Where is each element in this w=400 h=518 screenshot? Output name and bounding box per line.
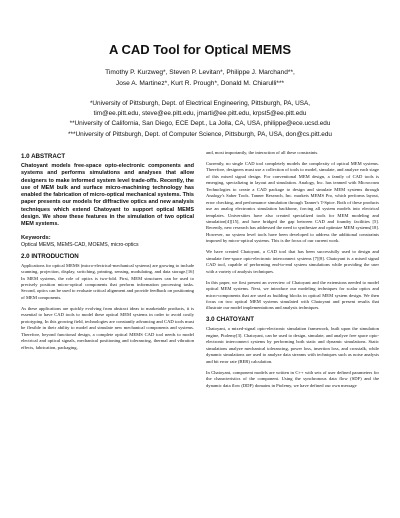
author-list [0,67,400,89]
chatoyant-paragraph-2: In Chatoyant, component models are written in C++ with sets of user defined parameters for the characteristics of the component. Using the synchronous data flow (SDF) and the dynamic data flow (DDF) domains in Ptolemy, we have defined our own message [206,369,379,388]
intro-paragraph-5: We have created Chatoyant, a CAD tool that has been successfully used to design and simulate free-space opto-electronic interconnect systems [7][8]. Chatoyant is a mixed signal CAD tool, capable of performing end-to-end system simulations while providing the user with a variety of analysis techniques. [206,249,379,274]
right-column [206,150,379,394]
affiliation-1: *University of Pittsburgh, Dept. of Electrical Engineering, Pittsburgh, PA, USA, [89,100,311,107]
affiliation-3: ***University of Pittsburgh, Dept. of Computer Science, Pittsburgh, PA, USA, don@cs.pitt.edu [68,130,332,138]
affiliation-2: **University of California, San Diego, ECE Dept., La Jolla, CA, USA, philippe@ece.ucsd.edu [69,120,331,128]
intro-paragraph-4: Currently, no single CAD tool completely models the complexity of optical MEM systems. Therefore, designers must use a collection of tools to model, simulate, and analyze each stage of this mixed signal design. For conventional MEM design, a family of CAD tools is emerging, specializing in layout and simulation. Analogy, Inc. has teamed with Microcosm Technologies to create a CAD package to design and simulate MEM systems through Analogy's Saber Tools. Tanner Research, Inc. markets MEMS Pro, which performs layout, error checking, and performance simulation through Tanner's T-Spice. Both of these products use an analog electronics simulation backbone, forcing all system models into electrical templates. Universities have also created specialized tools for MEM modeling and simulation[4][15], and have bridged the gap between CAD and foundry facilities [5]. Recently, new research has addressed the need to synthesize and optimize MEM systems[18]. However, no system level tools have been developed to address the additional constraints imposed by micro-optical systems. This is the focus of our current work. [206,160,379,244]
chatoyant-heading: 3.0 CHATOYANT [206,316,255,324]
chatoyant-paragraph-1: Chatoyant, a mixed-signal opto-electronic simulation framework, built upon the simulation engine, Ptolemy[3]. Chatoyant, can be used to design, simulate, and analyze free space opto-electronic interconnect systems by performing both static and dynamic simulations. Static simulations analyze mechanical tolerancing, power loss, insertion loss, and crosstalk, while dynamic simulations are used to analyze data streams with techniques such as noise analysis and bit error rate (BER) calculation. [206,326,379,364]
authors-line-2: Jose A. Martinez*, Kurt R. Prough*, Donald M. Chiarulli*** [115,80,285,87]
intro-paragraph-3: and, most importantly, the interaction of all these constraints. [206,150,319,155]
keywords-heading: Keywords: [21,234,51,241]
intro-paragraph-2: As these applications are quickly evolving from abstract ideas to marketable products, it is essential to have CAD tools to model these optical MEM systems in order to avoid costly prototyping. In this growing field, technologies are constantly advancing and CAD tools must be flexible in their ability to model and simulate new mechanical components and systems. Therefore, beyond functional design, a complete optical MEMS CAD tool needs to model electrical and optical signals, mechanical positioning and tolerancing, thermal and vibration effects, fabrication, packaging, [21,305,194,350]
intro-paragraph-6: In this paper, we first present an overview of Chatoyant and the extensions needed to model optical MEM systems. Next, we introduce our modeling techniques for scalar optics and micro-components that are used as building blocks in optical MEM system design. We then focus on two optical MEM systems simulated with Chatoyant and present results that illustrate our model implementations and analysis techniques. [206,279,379,311]
affiliations [0,99,400,140]
abstract-text: Chatoyant models free-space opto-electronic components and systems and performs simulations and analyses that allow designers to make informed system level trade-offs. Recently, the use of MEM bulk and surface micro-machining technology has enabled the fabrication of micro-optical mechanical systems. This paper presents our models for diffractive optics and new analysis techniques which extend Chatoyant to support optical MEMS design. We show these features in the simulation of two optical MEM systems. [21,163,194,228]
affiliation-1-email: tim@ee.pitt.edu, steve@ee.pitt.edu, jmarti@ee.pitt.edu, krpst5@ee.pitt.edu [93,110,307,118]
keywords-text: Optical MEMS, MEMS-CAD, MOEMS, micro-optics [21,241,139,248]
intro-paragraph-1: Applications for optical MEMS (micro-electrical-mechanical systems) are growing to include scanning, projection, display, switching, printing, sensing, modulating, and data storage.[16] In MEM systems, the role of optics is two-fold. First, MEM structures can be used to precisely position micro-optical components that perform information processing tasks. Second, optics can be used to evaluate critical alignment and provide feedback on positioning of MEM components. [21,262,194,300]
introduction-heading: 2.0 INTRODUCTION [21,252,79,260]
paper-title: A CAD Tool for Optical MEMS [109,42,291,57]
left-column [21,150,194,356]
abstract-heading: 1.0 ABSTRACT [21,153,66,160]
authors-line-1: Timothy P. Kurzweg*, Steven P. Levitan*, Philippe J. Marchand**, [105,69,295,76]
